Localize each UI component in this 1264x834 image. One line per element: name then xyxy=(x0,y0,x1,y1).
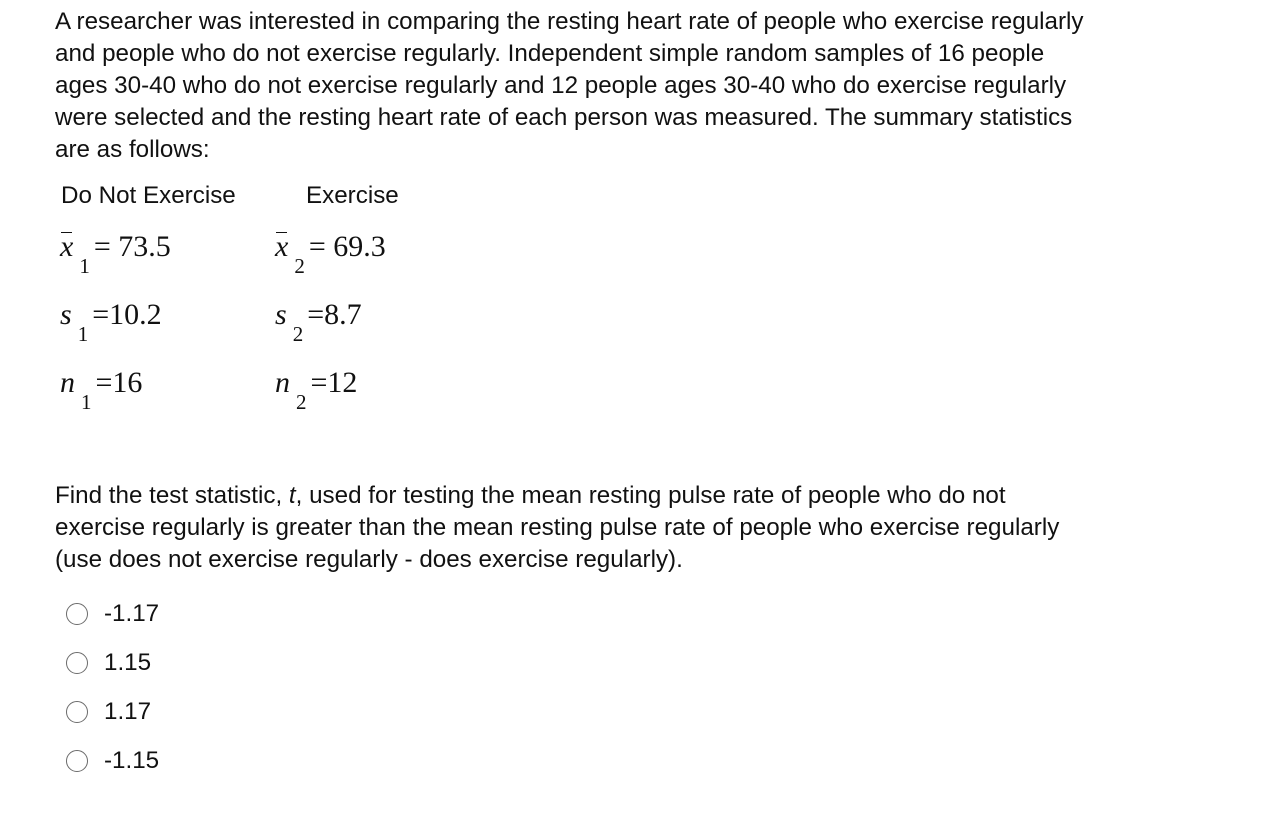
answer-option[interactable] xyxy=(66,736,159,785)
radio-button[interactable] xyxy=(66,750,88,772)
mean-1-value: = 73.5 xyxy=(93,230,171,263)
sd-2-stat xyxy=(275,298,362,346)
question-text xyxy=(55,480,1235,576)
mean-2-value: = 69.3 xyxy=(308,230,386,263)
column-header-do-not-exercise: Do Not Exercise xyxy=(61,182,236,209)
s-symbol: s xyxy=(60,298,72,331)
question-text-end: , used for testing the mean resting pulse rate of people who do not exercise regularly is greater than the mean resting pulse rate of people who exercise regularly (use does not exercise regularly - does exercise regularly). xyxy=(55,482,1060,573)
answer-option[interactable] xyxy=(66,687,159,736)
n-1-stat xyxy=(60,366,143,414)
n-2-stat xyxy=(275,366,358,414)
answer-option-label: 1.15 xyxy=(104,648,152,676)
answer-option-label: 1.17 xyxy=(104,697,152,725)
answer-option-label: -1.15 xyxy=(104,746,160,774)
mean-1-stat xyxy=(60,230,171,278)
answer-option-label: -1.17 xyxy=(104,599,160,627)
sd-1-subscript: 1 xyxy=(77,322,89,346)
x-bar-symbol: x xyxy=(275,230,289,263)
t-symbol: t xyxy=(288,482,296,509)
sd-1-value: =10.2 xyxy=(92,298,162,331)
answer-options xyxy=(66,589,159,785)
radio-button[interactable] xyxy=(66,652,88,674)
radio-button[interactable] xyxy=(66,603,88,625)
n-1-value: =16 xyxy=(95,366,143,399)
s-symbol: s xyxy=(275,298,287,331)
column-header-exercise: Exercise xyxy=(306,182,399,209)
n-2-subscript: 2 xyxy=(296,390,307,414)
mean-1-subscript: 1 xyxy=(79,254,90,278)
sd-2-subscript: 2 xyxy=(292,322,304,346)
n-1-subscript: 1 xyxy=(81,390,92,414)
radio-button[interactable] xyxy=(66,701,88,723)
sd-1-stat xyxy=(60,298,162,346)
question-text-start: Find the test statistic, xyxy=(55,482,289,509)
mean-2-stat xyxy=(275,230,386,278)
n-2-value: =12 xyxy=(310,366,358,399)
n-symbol: n xyxy=(275,366,290,399)
answer-option[interactable] xyxy=(66,638,159,687)
x-bar-symbol: x xyxy=(60,230,74,263)
n-symbol: n xyxy=(60,366,75,399)
sd-2-value: =8.7 xyxy=(307,298,362,331)
answer-option[interactable] xyxy=(66,589,159,638)
problem-intro-text: A researcher was interested in comparing the resting heart rate of people who exercise regularly and people who do not exercise regularly. Independent simple random samples of 16 people ages 30-40 who do not exercise regularly and 12 people ages 30-40 who do exercise regularly were selected and the resting heart rate of each person was measured. The summary statistics are as follows: xyxy=(55,8,1084,163)
mean-2-subscript: 2 xyxy=(294,254,305,278)
